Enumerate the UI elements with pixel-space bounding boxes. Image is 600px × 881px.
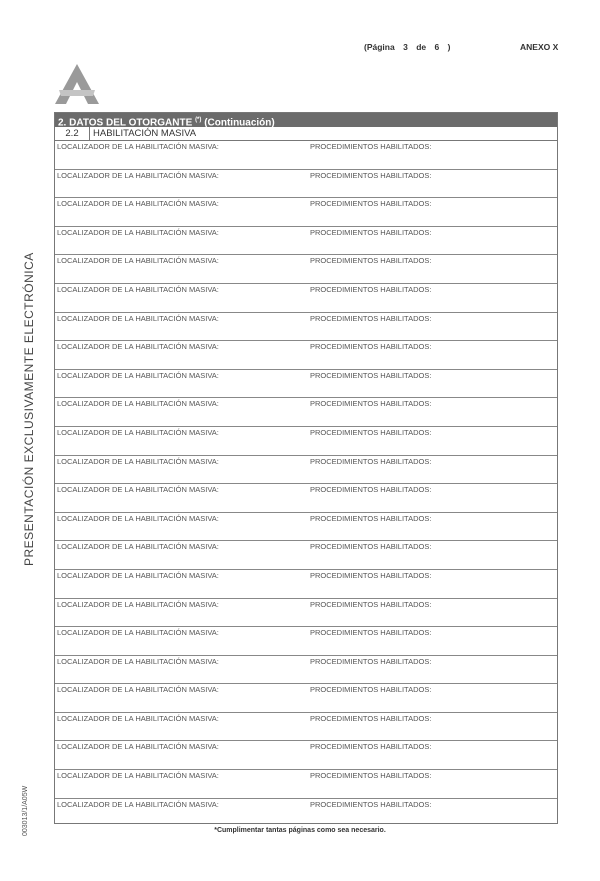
de-label: de (416, 42, 427, 52)
localizador-field[interactable]: LOCALIZADOR DE LA HABILITACIÓN MASIVA: (57, 485, 219, 495)
form-row (55, 513, 557, 542)
form-row (55, 284, 557, 313)
form-row (55, 656, 557, 685)
junta-logo (55, 64, 99, 109)
localizador-field[interactable]: LOCALIZADOR DE LA HABILITACIÓN MASIVA: (57, 313, 219, 323)
localizador-field[interactable]: LOCALIZADOR DE LA HABILITACIÓN MASIVA: (57, 427, 219, 437)
procedimientos-field[interactable]: PROCEDIMIENTOS HABILITADOS: (310, 542, 432, 552)
procedimientos-field[interactable]: PROCEDIMIENTOS HABILITADOS: (310, 284, 432, 294)
form-row (55, 170, 557, 199)
procedimientos-field[interactable]: PROCEDIMIENTOS HABILITADOS: (310, 656, 432, 666)
pagina-label: (Página (364, 42, 395, 52)
procedimientos-field[interactable]: PROCEDIMIENTOS HABILITADOS: (310, 399, 432, 409)
form-row (55, 541, 557, 570)
section-header (55, 113, 557, 127)
localizador-field[interactable]: LOCALIZADOR DE LA HABILITACIÓN MASIVA: (57, 656, 219, 666)
form-row (55, 770, 557, 799)
form-row (55, 570, 557, 599)
localizador-field[interactable]: LOCALIZADOR DE LA HABILITACIÓN MASIVA: (57, 628, 219, 638)
form-row (55, 227, 557, 256)
form-row (55, 799, 557, 828)
procedimientos-field[interactable]: PROCEDIMIENTOS HABILITADOS: (310, 599, 432, 609)
localizador-field[interactable]: LOCALIZADOR DE LA HABILITACIÓN MASIVA: (57, 142, 219, 151)
form-row (55, 198, 557, 227)
section-marker: (*) (195, 117, 202, 123)
localizador-field[interactable]: LOCALIZADOR DE LA HABILITACIÓN MASIVA: (57, 456, 219, 466)
localizador-field[interactable]: LOCALIZADOR DE LA HABILITACIÓN MASIVA: (57, 342, 219, 352)
localizador-field[interactable]: LOCALIZADOR DE LA HABILITACIÓN MASIVA: (57, 399, 219, 409)
form-row (55, 684, 557, 713)
subsection-number: 2.2 (55, 127, 90, 140)
procedimientos-field[interactable]: PROCEDIMIENTOS HABILITADOS: (310, 685, 432, 695)
form-row (55, 741, 557, 770)
procedimientos-field[interactable]: PROCEDIMIENTOS HABILITADOS: (310, 342, 432, 352)
localizador-field[interactable]: LOCALIZADOR DE LA HABILITACIÓN MASIVA: (57, 170, 219, 180)
page-close-paren: ) (447, 42, 451, 52)
localizador-field[interactable]: LOCALIZADOR DE LA HABILITACIÓN MASIVA: (57, 570, 219, 580)
localizador-field[interactable]: LOCALIZADOR DE LA HABILITACIÓN MASIVA: (57, 370, 219, 380)
procedimientos-field[interactable]: PROCEDIMIENTOS HABILITADOS: (310, 227, 432, 237)
form-row (55, 599, 557, 628)
page-current: 3 (403, 42, 408, 52)
procedimientos-field[interactable]: PROCEDIMIENTOS HABILITADOS: (310, 142, 432, 151)
localizador-field[interactable]: LOCALIZADOR DE LA HABILITACIÓN MASIVA: (57, 685, 219, 695)
localizador-field[interactable]: LOCALIZADOR DE LA HABILITACIÓN MASIVA: (57, 742, 219, 752)
form-row (55, 370, 557, 399)
form-row (55, 341, 557, 370)
procedimientos-field[interactable]: PROCEDIMIENTOS HABILITADOS: (310, 370, 432, 380)
form-code: 003013/1/A05W (22, 785, 29, 836)
form-row (55, 713, 557, 742)
form-row (55, 255, 557, 284)
localizador-field[interactable]: LOCALIZADOR DE LA HABILITACIÓN MASIVA: (57, 513, 219, 523)
section-title: 2. DATOS DEL OTORGANTE (58, 117, 193, 129)
form-row (55, 398, 557, 427)
form-row (55, 456, 557, 485)
footnote: *Cumplimentar tantas páginas como sea necesario. (214, 827, 386, 834)
form-row (55, 627, 557, 656)
procedimientos-field[interactable]: PROCEDIMIENTOS HABILITADOS: (310, 170, 432, 180)
localizador-field[interactable]: LOCALIZADOR DE LA HABILITACIÓN MASIVA: (57, 799, 219, 809)
form-table (54, 112, 558, 824)
procedimientos-field[interactable]: PROCEDIMIENTOS HABILITADOS: (310, 628, 432, 638)
procedimientos-field[interactable]: PROCEDIMIENTOS HABILITADOS: (310, 456, 432, 466)
procedimientos-field[interactable]: PROCEDIMIENTOS HABILITADOS: (310, 313, 432, 323)
presentation-notice: PRESENTACIÓN EXCLUSIVAMENTE ELECTRÓNICA (22, 252, 36, 566)
habilitacion-rows (55, 141, 557, 827)
procedimientos-field[interactable]: PROCEDIMIENTOS HABILITADOS: (310, 742, 432, 752)
procedimientos-field[interactable]: PROCEDIMIENTOS HABILITADOS: (310, 799, 432, 809)
procedimientos-field[interactable]: PROCEDIMIENTOS HABILITADOS: (310, 256, 432, 266)
localizador-field[interactable]: LOCALIZADOR DE LA HABILITACIÓN MASIVA: (57, 771, 219, 781)
procedimientos-field[interactable]: PROCEDIMIENTOS HABILITADOS: (310, 513, 432, 523)
procedimientos-field[interactable]: PROCEDIMIENTOS HABILITADOS: (310, 713, 432, 723)
annex-label: ANEXO X (520, 42, 559, 52)
page-total: 6 (434, 42, 440, 52)
form-row (55, 141, 557, 170)
page-indicator (364, 42, 456, 52)
form-row (55, 484, 557, 513)
localizador-field[interactable]: LOCALIZADOR DE LA HABILITACIÓN MASIVA: (57, 713, 219, 723)
subsection-header (55, 127, 557, 141)
section-continuation: (Continuación) (204, 117, 275, 129)
localizador-field[interactable]: LOCALIZADOR DE LA HABILITACIÓN MASIVA: (57, 284, 219, 294)
localizador-field[interactable]: LOCALIZADOR DE LA HABILITACIÓN MASIVA: (57, 199, 219, 209)
subsection-title: HABILITACIÓN MASIVA (93, 128, 197, 139)
procedimientos-field[interactable]: PROCEDIMIENTOS HABILITADOS: (310, 199, 432, 209)
localizador-field[interactable]: LOCALIZADOR DE LA HABILITACIÓN MASIVA: (57, 256, 219, 266)
localizador-field[interactable]: LOCALIZADOR DE LA HABILITACIÓN MASIVA: (57, 227, 219, 237)
form-row (55, 427, 557, 456)
form-row (55, 313, 557, 342)
procedimientos-field[interactable]: PROCEDIMIENTOS HABILITADOS: (310, 570, 432, 580)
procedimientos-field[interactable]: PROCEDIMIENTOS HABILITADOS: (310, 427, 432, 437)
procedimientos-field[interactable]: PROCEDIMIENTOS HABILITADOS: (310, 485, 432, 495)
localizador-field[interactable]: LOCALIZADOR DE LA HABILITACIÓN MASIVA: (57, 542, 219, 552)
localizador-field[interactable]: LOCALIZADOR DE LA HABILITACIÓN MASIVA: (57, 599, 219, 609)
procedimientos-field[interactable]: PROCEDIMIENTOS HABILITADOS: (310, 771, 432, 781)
